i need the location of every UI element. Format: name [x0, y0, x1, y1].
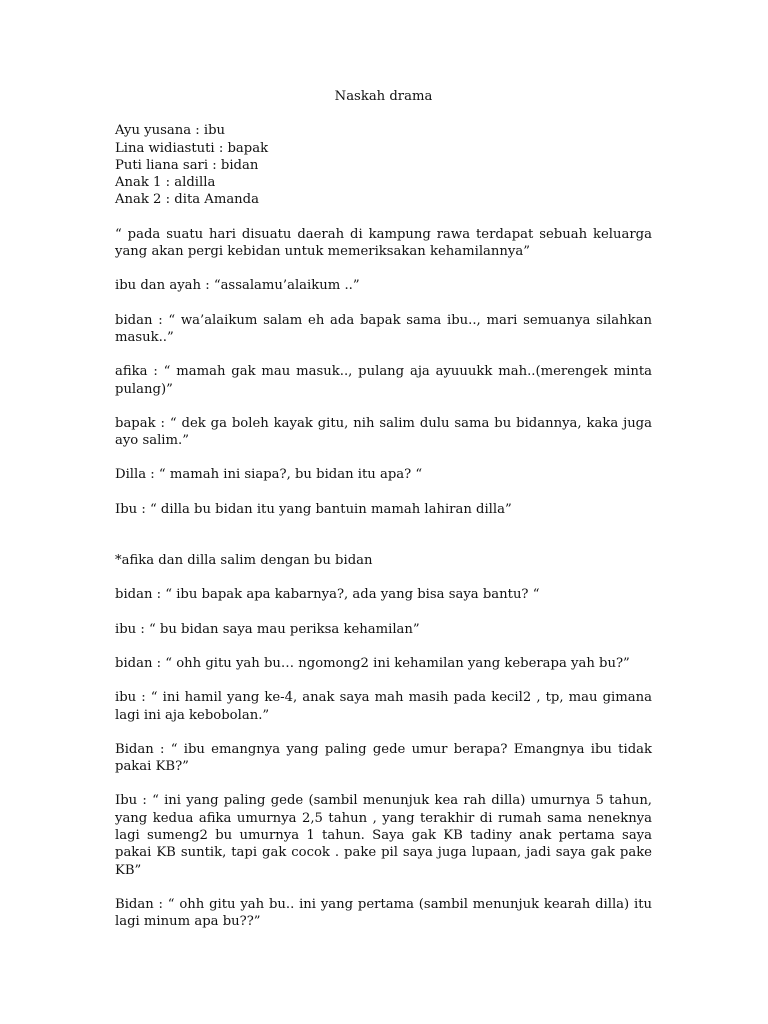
dialogue-line: bidan : “ ibu bapak apa kabarnya?, ada yang bisa saya bantu? “: [115, 587, 540, 603]
cast-item: Lina widiastuti : bapak: [115, 140, 269, 156]
dialogue-line: ibu dan ayah : “assalamu’alaikum ..”: [115, 278, 360, 294]
cast-item: Ayu yusana : ibu: [115, 123, 226, 139]
page-title: Naskah drama: [334, 89, 433, 104]
dialogue-line: ibu : “ bu bidan saya mau periksa kehamilan”: [115, 621, 420, 637]
narration-paragraph: “ pada suatu hari disuatu daerah di kampung rawa terdapat sebuah keluarga yang akan pergi kebidan untuk memeriksakan kehamilannya”: [115, 226, 652, 260]
dialogue-line: bapak : “ dek ga boleh kayak gitu, nih salim dulu sama bu bidannya, kaka juga ayo salim.”: [115, 415, 652, 449]
dialogue-line: ibu : “ ini hamil yang ke-4, anak saya mah masih pada kecil2 , tp, mau gimana lagi ini aja kebobolan.”: [115, 690, 652, 723]
document-page: [115, 88, 652, 948]
dialogue-line: afika : “ mamah gak mau masuk.., pulang aja ayuuukk mah..(merengek minta pulang)”: [115, 364, 652, 397]
blank-line: [115, 535, 652, 552]
dialogue-line: Dilla : “ mamah ini siapa?, bu bidan itu apa? “: [115, 467, 423, 483]
cast-item: Anak 2 : dita Amanda: [115, 192, 259, 208]
dialogue-line: Bidan : “ ohh gitu yah bu.. ini yang pertama (sambil menunjuk kearah dilla) itu lagi minum apa bu??”: [115, 896, 652, 930]
dialogue-line: Ibu : “ dilla bu bidan itu yang bantuin mamah lahiran dilla”: [115, 501, 512, 517]
stage-direction: *afika dan dilla salim dengan bu bidan: [115, 553, 373, 569]
dialogue-line: bidan : “ ohh gitu yah bu… ngomong2 ini kehamilan yang keberapa yah bu?”: [115, 655, 630, 671]
dialogue-line: Ibu : “ ini yang paling gede (sambil menunjuk kea rah dilla) umurnya 5 tahun, yang kedua afika umurnya 2,5 tahun , yang terakhir di rumah sama neneknya lagi sumeng2 bu umurnya 1 tahun. Saya gak KB tadiny anak pertama saya pakai KB suntik, tapi gak cocok . pake pil saya juga lupaan, jadi saya gak pake KB”: [115, 793, 652, 878]
dialogue-line: bidan : “ wa’alaikum salam eh ada bapak sama ibu.., mari semuanya silahkan masuk..”: [115, 312, 652, 345]
cast-item: Puti liana sari : bidan: [115, 157, 259, 173]
cast-item: Anak 1 : aldilla: [115, 175, 216, 191]
cast-list: [115, 122, 652, 208]
dialogue-line: Bidan : “ ibu emangnya yang paling gede umur berapa? Emangnya ibu tidak pakai KB?”: [115, 741, 652, 775]
